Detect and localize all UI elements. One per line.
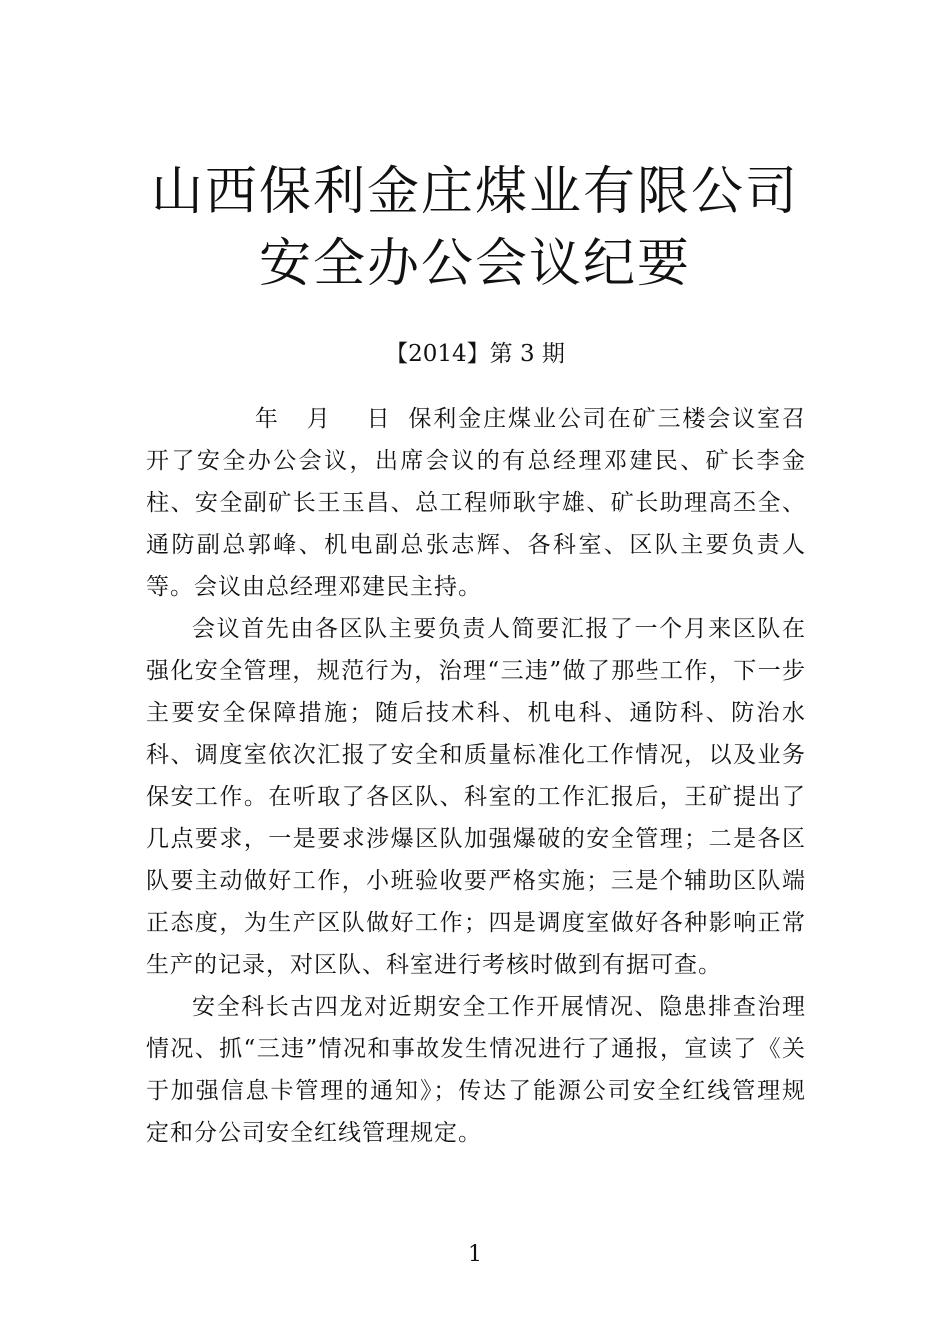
paragraph-1-text: 保利金庄煤业公司在矿三楼会议室召开了安全办公会议，出席会议的有总经理邓建民、矿长李金柱、安全副矿长王玉昌、总工程师耿宇雄、矿长助理高丕全、通防副总郭峰、机电副总张志辉、各科室、区队主要负责人等。会议由总经理邓建民主持。 xyxy=(146,406,807,600)
document-title-line1: 山西保利金庄煤业有限公司 xyxy=(150,162,799,222)
date-year-label: 年 xyxy=(254,406,280,432)
paragraph-3: 安全科长古四龙对近期安全工作开展情况、隐患排查治理情况、抓“三违”情况和事故发生情况进行了通报，宣读了《关于加强信息卡管理的通知》；传达了能源公司安全红线管理规定和分公司安全红线管理规定。 xyxy=(146,994,806,1146)
issue-number: 【2014】第 3 期 xyxy=(385,341,565,367)
paragraph-1 xyxy=(146,398,806,608)
paragraph-2: 会议首先由各区队主要负责人简要汇报了一个月来区队在强化安全管理，规范行为，治理“三违”做了那些工作，下一步主要安全保障措施；随后技术科、机电科、通防科、防治水科、调度室依次汇报了安全和质量标准化工作情况，以及业务保安工作。在听取了各区队、科室的工作汇报后，王矿提出了几点要求，一是要求涉爆区队加强爆破的安全管理；二是各区队要主动做好工作，小班验收要严格实施；三是个辅助区队端正态度，为生产区队做好工作；四是调度室做好各种影响正常生产的记录，对区队、科室进行考核时做到有据可查。 xyxy=(146,616,806,978)
date-month-label: 月 xyxy=(305,406,332,432)
document-body xyxy=(146,398,806,1154)
document-title-line2: 安全办公会议纪要 xyxy=(258,234,691,294)
page-number: 1 xyxy=(468,1242,482,1267)
date-day-label: 日 xyxy=(365,406,392,432)
